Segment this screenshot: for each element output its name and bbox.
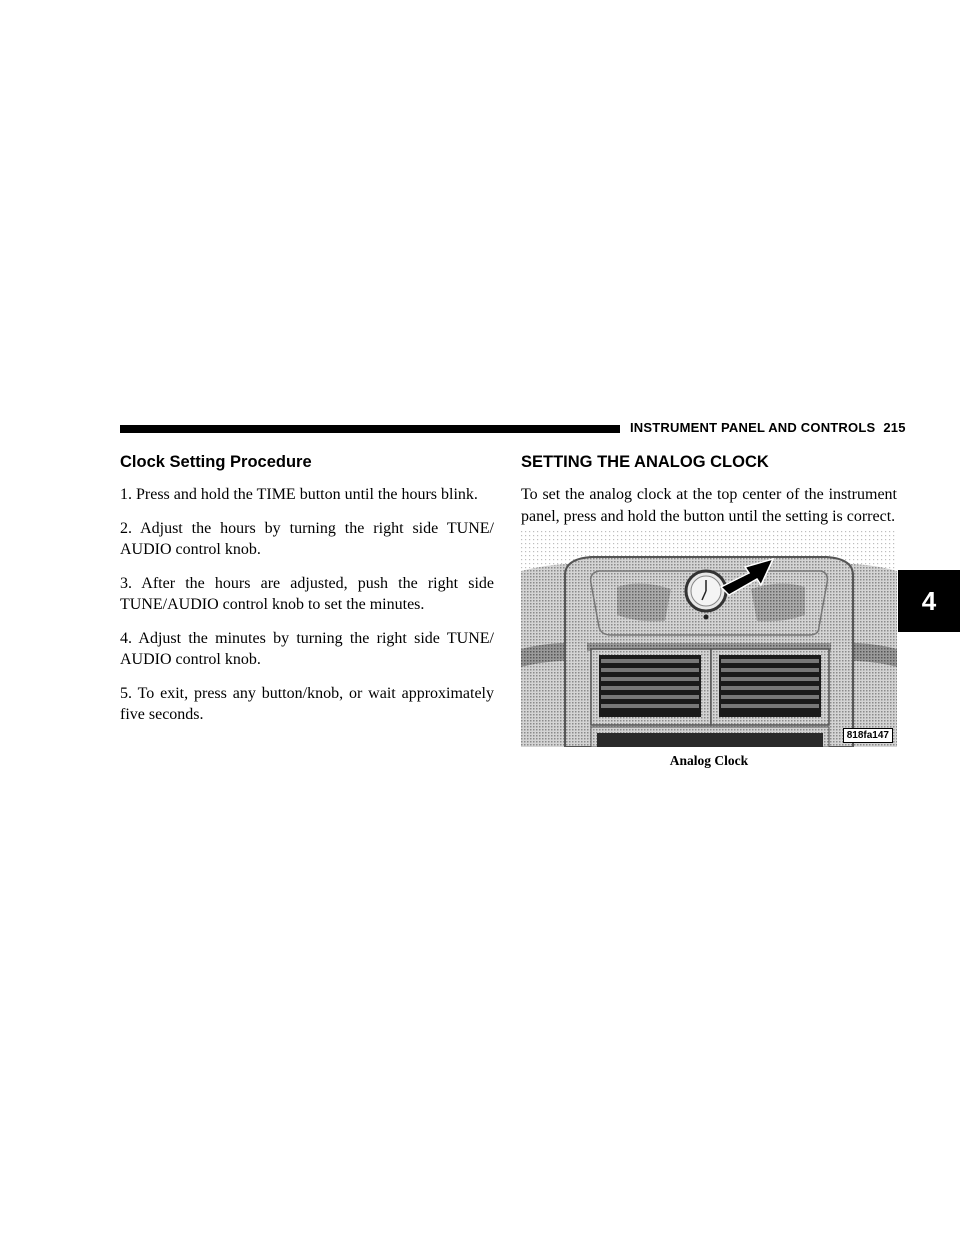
figure-caption: Analog Clock <box>669 753 749 768</box>
step-5: 5. To exit, press any button/knob, or wait approximately five seconds. <box>120 684 494 723</box>
left-column <box>120 452 494 738</box>
analog-clock-body: To set the analog clock at the top center of the instrument panel, press and hold the button until the setting is correct. <box>521 486 897 525</box>
left-air-vent <box>599 655 701 717</box>
page-number: 215 <box>883 420 906 435</box>
step-2: 2. Adjust the hours by turning the right side TUNE/ AUDIO control knob. <box>120 519 494 558</box>
running-header <box>630 420 906 435</box>
step-3: 3. After the hours are adjusted, push the right side TUNE/AUDIO control knob to set the minutes. <box>120 574 494 613</box>
section-heading-analog-clock: SETTING THE ANALOG CLOCK <box>521 453 769 471</box>
header-title: INSTRUMENT PANEL AND CONTROLS <box>630 420 876 435</box>
right-column <box>521 452 897 527</box>
step-4: 4. Adjust the minutes by turning the right side TUNE/ AUDIO control knob. <box>120 629 494 668</box>
instrument-panel-illustration <box>521 531 897 747</box>
section-heading-clock-setting: Clock Setting Procedure <box>120 453 312 471</box>
figure-code: 818fa147 <box>843 728 893 743</box>
header-rule <box>120 425 620 433</box>
analog-clock-figure <box>521 531 897 747</box>
right-air-vent <box>719 655 821 717</box>
chapter-tab: 4 <box>898 570 960 632</box>
step-1: 1. Press and hold the TIME button until the hours blink. <box>120 486 478 503</box>
